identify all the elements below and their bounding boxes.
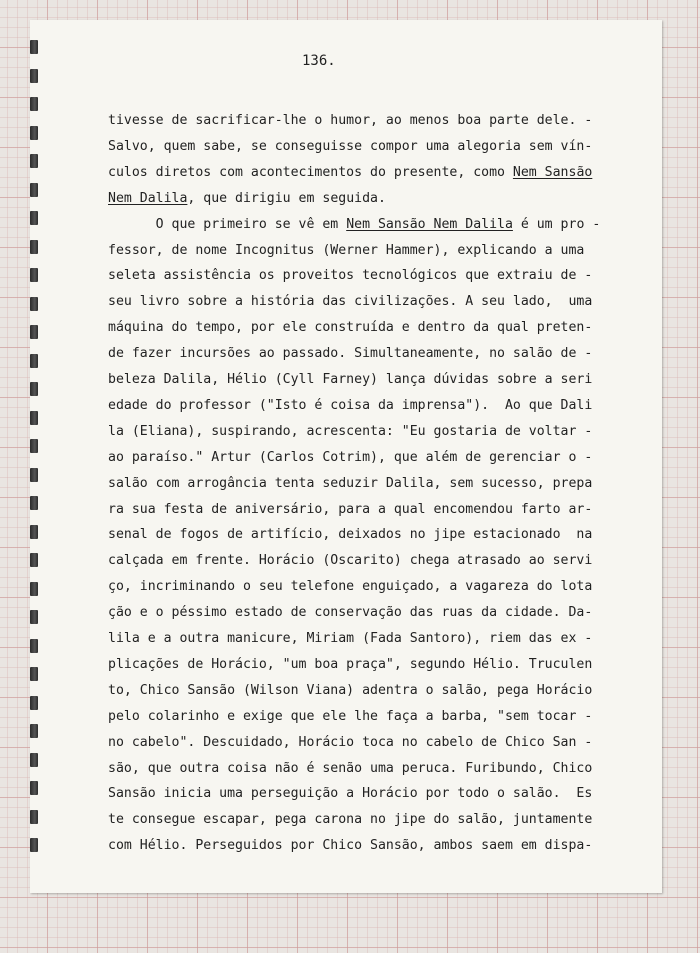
text-segment: to, Chico Sansão (Wilson Viana) adentra o salão, pega Horácio	[108, 682, 593, 698]
text-line	[108, 709, 592, 724]
text-segment: tivesse de sacrificar-lhe o humor, ao menos boa parte dele. -	[108, 113, 593, 128]
text-segment: ço, incriminando o seu telefone enguiçado, a vagareza do lota	[108, 579, 593, 595]
binding-hole	[30, 753, 38, 767]
text-segment: ao paraíso." Artur (Carlos Cotrim), que além de gerenciar o -	[108, 449, 593, 465]
binding-hole	[30, 183, 38, 197]
binding-hole	[30, 354, 38, 368]
binding-hole	[30, 610, 38, 624]
text-line	[108, 502, 592, 517]
text-line	[108, 139, 592, 154]
binding-hole	[30, 496, 38, 510]
binding-hole	[30, 439, 38, 453]
binding-hole	[30, 696, 38, 710]
text-segment: plicações de Horácio, "um boa praça", segundo Hélio. Truculen	[108, 656, 593, 672]
binding-hole	[30, 40, 38, 54]
text-segment: te consegue escapar, pega carona no jipe do salão, juntamente	[108, 812, 593, 828]
text-segment: ção e o péssimo estado de conservação das ruas da cidade. Da-	[108, 605, 593, 621]
binding-hole	[30, 268, 38, 282]
text-line	[108, 398, 592, 413]
text-line	[108, 553, 592, 568]
text-segment: culos diretos com acontecimentos do presente, como	[108, 164, 513, 180]
binding-hole	[30, 639, 38, 653]
text-line	[108, 735, 592, 750]
text-segment: calçada em frente. Horácio (Oscarito) chega atrasado ao servi	[108, 553, 593, 569]
binding-hole	[30, 525, 38, 539]
text-line	[108, 631, 592, 646]
text-segment: edade do professor ("Isto é coisa da imprensa"). Ao que Dali	[108, 397, 593, 413]
text-segment: Salvo, quem sabe, se conseguisse compor uma alegoria sem vín-	[108, 138, 593, 154]
binding-hole	[30, 667, 38, 681]
text-line	[108, 476, 592, 491]
binding-hole	[30, 553, 38, 567]
page-number: 136.	[302, 53, 336, 69]
text-line	[108, 812, 592, 827]
text-line	[108, 527, 592, 542]
text-segment: salão com arrogância tenta seduzir Dalila, sem sucesso, prepa	[108, 475, 593, 491]
text-line	[108, 761, 592, 776]
binding-hole	[30, 382, 38, 396]
binding-hole	[30, 211, 38, 225]
binding-hole	[30, 240, 38, 254]
typewritten-text	[30, 20, 662, 893]
binding-hole	[30, 411, 38, 425]
text-line	[108, 268, 592, 283]
text-line	[108, 838, 592, 853]
binding-hole	[30, 97, 38, 111]
underlined-title: Nem Sansão Nem Dalila	[346, 216, 513, 232]
text-segment: seu livro sobre a história das civilizações. A seu lado, uma	[108, 294, 593, 310]
text-segment: beleza Dalila, Hélio (Cyll Farney) lança dúvidas sobre a seri	[108, 372, 593, 387]
text-line	[108, 113, 592, 128]
binding-hole	[30, 838, 38, 852]
text-segment: senal de fogos de artifício, deixados no jipe estacionado na	[108, 527, 593, 543]
binding-hole	[30, 297, 38, 311]
text-segment: são, que outra coisa não é senão uma peruca. Furibundo, Chico	[108, 760, 593, 776]
binding-hole	[30, 69, 38, 83]
binding-hole	[30, 154, 38, 168]
text-segment: ra sua festa de aniversário, para a qual encomendou farto ar-	[108, 501, 593, 517]
text-segment: seleta assistência os proveitos tecnológicos que extraiu de -	[108, 268, 593, 284]
text-line	[108, 346, 592, 361]
text-line	[108, 605, 592, 620]
text-line	[108, 683, 592, 698]
spiral-binding	[30, 40, 44, 880]
text-line	[108, 786, 592, 801]
binding-hole	[30, 582, 38, 596]
text-line	[108, 450, 592, 465]
text-line	[108, 294, 592, 309]
underlined-title: Nem Sansão	[512, 164, 593, 180]
binding-hole	[30, 468, 38, 482]
binding-hole	[30, 325, 38, 339]
text-line	[108, 216, 601, 232]
text-segment: no cabelo". Descuidado, Horácio toca no cabelo de Chico San -	[108, 734, 593, 750]
text-segment: pelo colarinho e exige que ele lhe faça a barba, "sem tocar -	[108, 708, 593, 724]
text-line	[108, 320, 592, 335]
text-segment: de fazer incursões ao passado. Simultaneamente, no salão de -	[108, 346, 593, 362]
binding-hole	[30, 781, 38, 795]
document-page	[30, 20, 662, 893]
text-segment: máquina do tempo, por ele construída e dentro da qual preten-	[108, 320, 593, 336]
text-segment: com Hélio. Perseguidos por Chico Sansão, ambos saem em dispa-	[108, 838, 593, 854]
text-line	[108, 424, 592, 439]
binding-hole	[30, 810, 38, 824]
text-segment: é um pro -	[512, 216, 601, 232]
text-segment: Sansão inicia uma perseguição a Horácio por todo o salão. Es	[108, 786, 593, 802]
text-segment: la (Eliana), suspirando, acrescenta: "Eu gostaria de voltar -	[108, 423, 593, 439]
text-line	[108, 579, 592, 594]
text-segment: fessor, de nome Incognitus (Werner Hammer), explicando a uma	[108, 242, 585, 258]
text-line	[108, 191, 592, 206]
text-segment: , que dirigiu em seguida.	[187, 190, 386, 206]
text-line	[108, 657, 592, 672]
binding-hole	[30, 126, 38, 140]
binding-hole	[30, 724, 38, 738]
text-line	[108, 372, 592, 387]
underlined-title: Nem Dalila	[108, 190, 188, 206]
text-line	[108, 243, 592, 258]
text-segment: lila e a outra manicure, Miriam (Fada Santoro), riem das ex -	[108, 631, 593, 646]
text-segment: O que primeiro se vê em	[108, 216, 347, 232]
text-line	[108, 165, 592, 180]
